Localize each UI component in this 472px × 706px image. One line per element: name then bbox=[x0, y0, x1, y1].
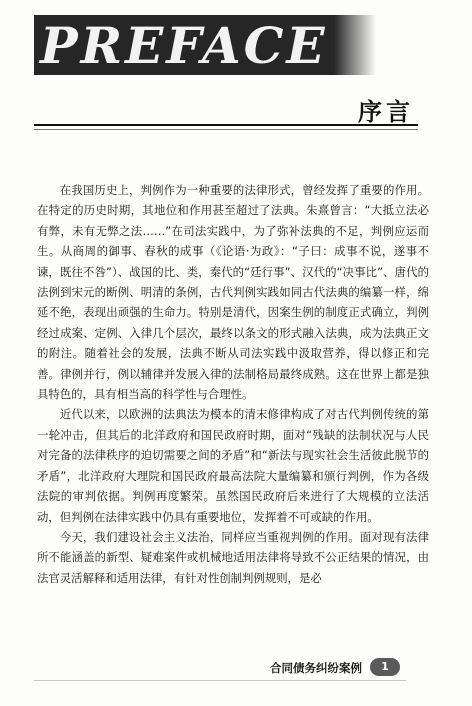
paragraph: 在我国历史上，判例作为一种重要的法律形式，曾经发挥了重要的作用。在特定的历史时期，其地位和作用甚至超过了法典。朱熹曾言：“大抵立法必有弊，未有无弊之法……”在司法实践中，为了弥补法典的不足，判例应运而生。从商周的御事、春秋的成事（《论语·为政》：“子曰：成事不说，遂事不谏，既往不咎”）、战国的比、类，秦代的“廷行事”、汉代的“决事比”、唐代的法例到宋元的断例、明清的条例，古代判例实践如同古代法典的编纂一样，绵延不绝，表现出顽强的生命力。特别是清代，因案生例的制度正式确立，判例经过成案、定例、入律几个层次，最终以条文的形式融入法典，成为法典正文的附注。随着社会的发展，法典不断从司法实践中汲取营养，得以修正和完善。律例并行，例以辅律并发展入律的法制格局最终成熟。这在世界上都是独具特色的，具有相当高的科学性与合理性。 bbox=[37, 183, 429, 402]
banner-fade bbox=[334, 15, 396, 75]
paragraph: 近代以来，以欧洲的法典法为模本的清末修律构成了对古代判例传统的第一轮冲击，但其后的北洋政府和国民政府时期，面对“残缺的法制状况与人民对完备的法律秩序的迫切需要之间的矛盾”和“新法与现实社会生活彼此脱节的矛盾”，北洋政府大理院和国民政府最高法院大量编纂和颁行判例，作为各级法院的审判依据。判例再度繁荣。虽然国民政府后来进行了大规模的立法活动，但判例在法律实践中仍具有重要地位，发挥着不可或缺的作用。 bbox=[37, 407, 429, 524]
body-text bbox=[37, 180, 429, 588]
title-underline bbox=[34, 124, 418, 130]
paragraph: 今天，我们建设社会主义法治，同样应当重视判例的作用。面对现有法律所不能涵盖的新型、疑难案件或机械地适用法律将导致不公正结果的情况，由法官灵活解释和适用法律，有针对性创制判例规则，是必 bbox=[37, 529, 429, 585]
preface-banner bbox=[34, 15, 396, 75]
page-footer bbox=[0, 658, 472, 680]
running-footer-title: 合同债务纠纷案例 bbox=[270, 661, 362, 675]
page-title: 序言 bbox=[358, 98, 414, 126]
footer-divider bbox=[34, 680, 406, 681]
banner-title: PREFACE bbox=[40, 16, 328, 75]
page-number-badge: 1 bbox=[370, 658, 400, 676]
